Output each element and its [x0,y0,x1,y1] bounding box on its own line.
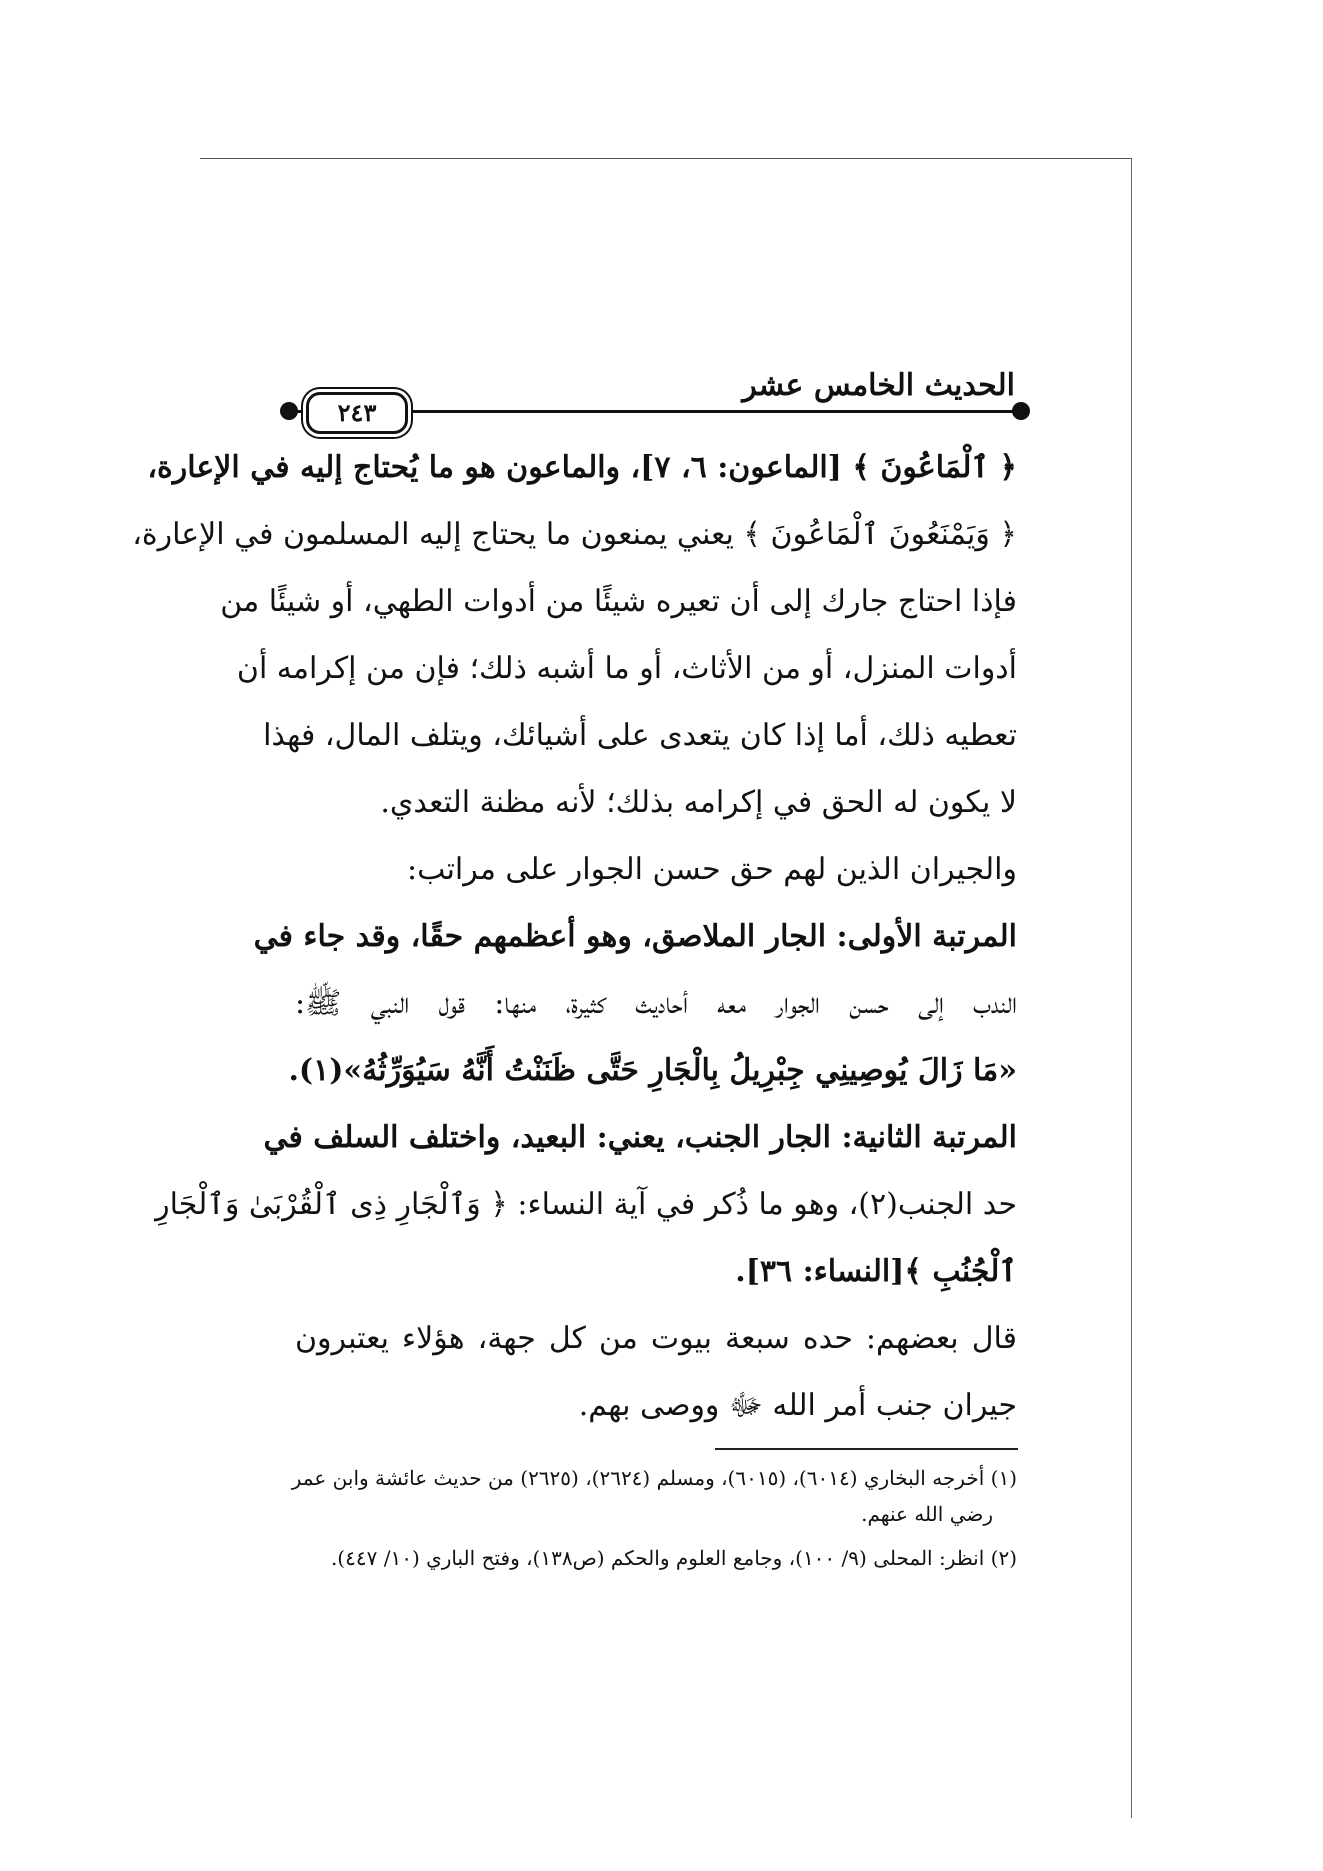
text-line: المرتبة الأولى: الجار الملاصق، وهو أعظمهم حقًا، وقد جاء في [253,919,1017,954]
footnote-separator [715,1448,1018,1450]
text-line: حد الجنب(٢)، وهو ما ذُكر في آية النساء: ﴿ وَٱلْجَارِ ذِى ٱلْقُرْبَىٰ وَٱلْجَارِ [155,1187,1017,1222]
text-line: ﴿ وَيَمْنَعُونَ ٱلْمَاعُونَ ﴾ يعني يمنعون ما يحتاج إليه المسلمون في الإعارة، [132,517,1017,552]
text-line: جيران جنب أمر الله ﷻ ووصى بهم. [578,1388,1017,1423]
text-line: ٱلْجُنُبِ ﴾[النساء: ٣٦]. [735,1254,1017,1289]
text-line: المرتبة الثانية: الجار الجنب، يعني: البعيد، واختلف السلف في [263,1120,1017,1155]
page-right-border [1131,158,1132,1818]
footnote-2: (٢) انظر: المحلى (٩/ ١٠٠)، وجامع العلوم والحكم (ص١٣٨)، وفتح الباري (١٠/ ٤٤٧). [330,1546,1017,1570]
page-number: ٢٤٣ [306,392,408,434]
header-left-dot [280,402,298,420]
text-line: قال بعضهم: حده سبعة بيوت من كل جهة، هؤلاء يعتبرون [295,1321,1017,1356]
header-right-dot [1012,402,1030,420]
text-line: تعطيه ذلك، أما إذا كان يتعدى على أشيائك، ويتلف المال، فهذا [263,718,1017,753]
text-line: لا يكون له الحق في إكرامه بذلك؛ لأنه مظنة التعدي. [380,785,1017,820]
text-line: ﴿ ٱلْمَاعُونَ ﴾ [الماعون: ٦، ٧]، والماعون هو ما يُحتاج إليه في الإعارة، [147,450,1017,485]
text-line: والجيران الذين لهم حق حسن الجوار على مراتب: [407,852,1017,887]
text-line: فإذا احتاج جارك إلى أن تعيره شيئًا من أدوات الطهي، أو شيئًا من [220,584,1017,619]
page-top-border [200,158,1132,159]
text-line: أدوات المنزل، أو من الأثاث، أو ما أشبه ذلك؛ فإن من إكرامه أن [236,651,1017,686]
chapter-title: الحديث الخامس عشر [742,368,1015,403]
text-line: الندب إلى حسن الجوار معه أحاديث كثيرة، منها: قول النبي ﷺ: [295,986,1017,1021]
footnote-1: (١) أخرجه البخاري (٦٠١٤)، (٦٠١٥)، ومسلم (٢٦٢٤)، (٢٦٢٥) من حديث عائشة وابن عمر [291,1466,1017,1490]
hadith-line: «مَا زَالَ يُوصِينِي جِبْرِيلُ بِالْجَارِ حَتَّى ظَنَنْتُ أَنَّهُ سَيُوَرِّثُهُ»(١). [288,1053,1017,1088]
footnote-1-cont: رضي الله عنهم. [861,1502,993,1526]
